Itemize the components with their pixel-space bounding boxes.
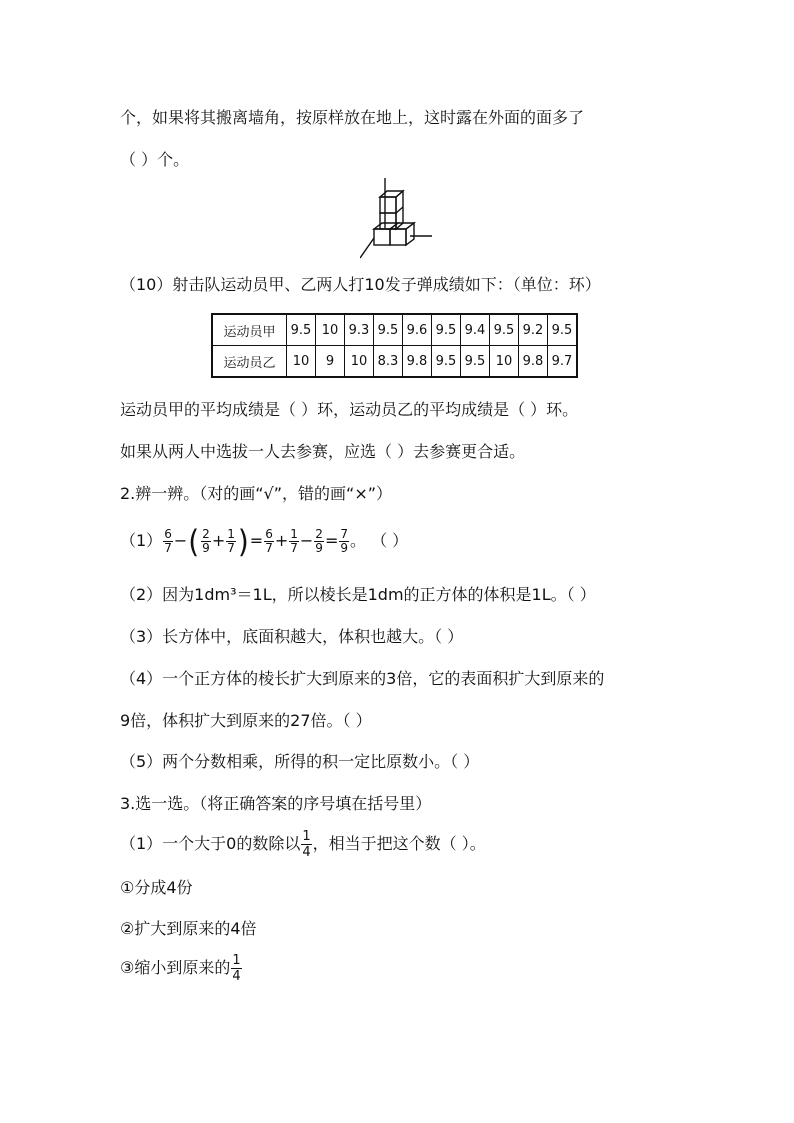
s2-q4-line-1: （4）一个正方体的棱长扩大到原来的3倍，它的表面积扩大到原来的 [120, 669, 605, 688]
table-cell: 9.5 [287, 314, 316, 346]
table-cell: 9.4 [461, 314, 490, 346]
table-cell: 9.5 [461, 346, 490, 378]
table-cell: 9.8 [403, 346, 432, 378]
s2-q3: （3）长方体中，底面积越大，体积也越大。（ ） [120, 627, 464, 646]
option-1: ①分成4份 [120, 878, 193, 897]
q9-text-line-1: 个，如果将其搬离墙角，按原样放在地上，这时露在外面的面多了 [120, 108, 585, 127]
table-cell: 9 [316, 346, 345, 378]
plus-sign: + [274, 531, 289, 550]
equals-sign: = [249, 531, 264, 550]
option-2: ②扩大到原来的4倍 [120, 919, 257, 938]
q10-average-line: 运动员甲的平均成绩是（ ）环，运动员乙的平均成绩是（ ）环。 [120, 400, 579, 419]
option-3 [120, 950, 243, 986]
right-paren: ) [237, 522, 249, 560]
table-row [212, 314, 577, 346]
q1-prefix: （1）一个大于0的数除以 [120, 834, 301, 853]
table-cell: 10 [345, 346, 374, 378]
table-cell: 9.5 [432, 346, 461, 378]
fraction: $\frac{1}{4}$ [302, 829, 311, 860]
table-cell: 10 [287, 346, 316, 378]
table-cell: 9.5 [548, 314, 578, 346]
row-label: 运动员乙 [212, 346, 287, 378]
q1-prefix: （1） [120, 531, 163, 550]
s2-q5: （5）两个分数相乘，所得的积一定比原数小。（ ） [120, 752, 480, 771]
table-cell: 9.8 [519, 346, 548, 378]
table-cell: 9.5 [374, 314, 403, 346]
equals-sign: = [324, 531, 339, 550]
table-cell: 9.7 [548, 346, 578, 378]
q10-intro: （10）射击队运动员甲、乙两人打10发子弹成绩如下：（单位：环） [120, 275, 601, 294]
left-paren: ( [188, 522, 200, 560]
scores-table [211, 313, 578, 378]
minus-sign: − [173, 531, 188, 550]
s2-q4-line-2: 9倍，体积扩大到原来的27倍。（ ） [120, 711, 372, 730]
table-cell: 9.6 [403, 314, 432, 346]
fraction: $\frac{1}{7}$ [227, 527, 235, 555]
fraction: $\frac{2}{9}$ [202, 527, 210, 555]
s2-q1-expression [120, 523, 408, 559]
section2-heading: 2.辨一辨。（对的画“√”，错的画“×”） [120, 484, 393, 503]
s3-q1 [120, 826, 486, 862]
section3-heading: 3.选一选。（将正确答案的序号填在括号里） [120, 794, 432, 813]
option-3-text: ③缩小到原来的 [120, 958, 231, 977]
table-cell: 8.3 [374, 346, 403, 378]
fraction: $\frac{1}{7}$ [290, 527, 298, 555]
table-cell: 10 [316, 314, 345, 346]
table-cell: 9.5 [490, 314, 519, 346]
fraction: $\frac{6}{7}$ [164, 527, 172, 555]
plus-sign: + [211, 531, 226, 550]
fraction: $\frac{6}{7}$ [265, 527, 273, 555]
s2-q2: （2）因为1dm³＝1L，所以棱长是1dm的正方体的体积是1L。（ ） [120, 585, 596, 604]
row-label: 运动员甲 [212, 314, 287, 346]
minus-sign: − [299, 531, 314, 550]
table-cell: 9.5 [432, 314, 461, 346]
table-row [212, 346, 577, 378]
q10-select-line: 如果从两人中选拔一人去参赛，应选（ ）去参赛更合适。 [120, 442, 526, 461]
cube-stack-figure [360, 178, 440, 260]
q1-suffix: ，相当于把这个数（ ）。 [312, 834, 486, 853]
table-cell: 9.3 [345, 314, 374, 346]
q9-text-line-2: （ ）个。 [120, 150, 190, 169]
table-cell: 9.2 [519, 314, 548, 346]
fraction: $\frac{2}{9}$ [315, 527, 323, 555]
table-cell: 10 [490, 346, 519, 378]
fraction: $\frac{7}{9}$ [340, 527, 348, 555]
q1-suffix: 。 （ ） [349, 531, 409, 550]
fraction: $\frac{1}{4}$ [232, 953, 241, 984]
